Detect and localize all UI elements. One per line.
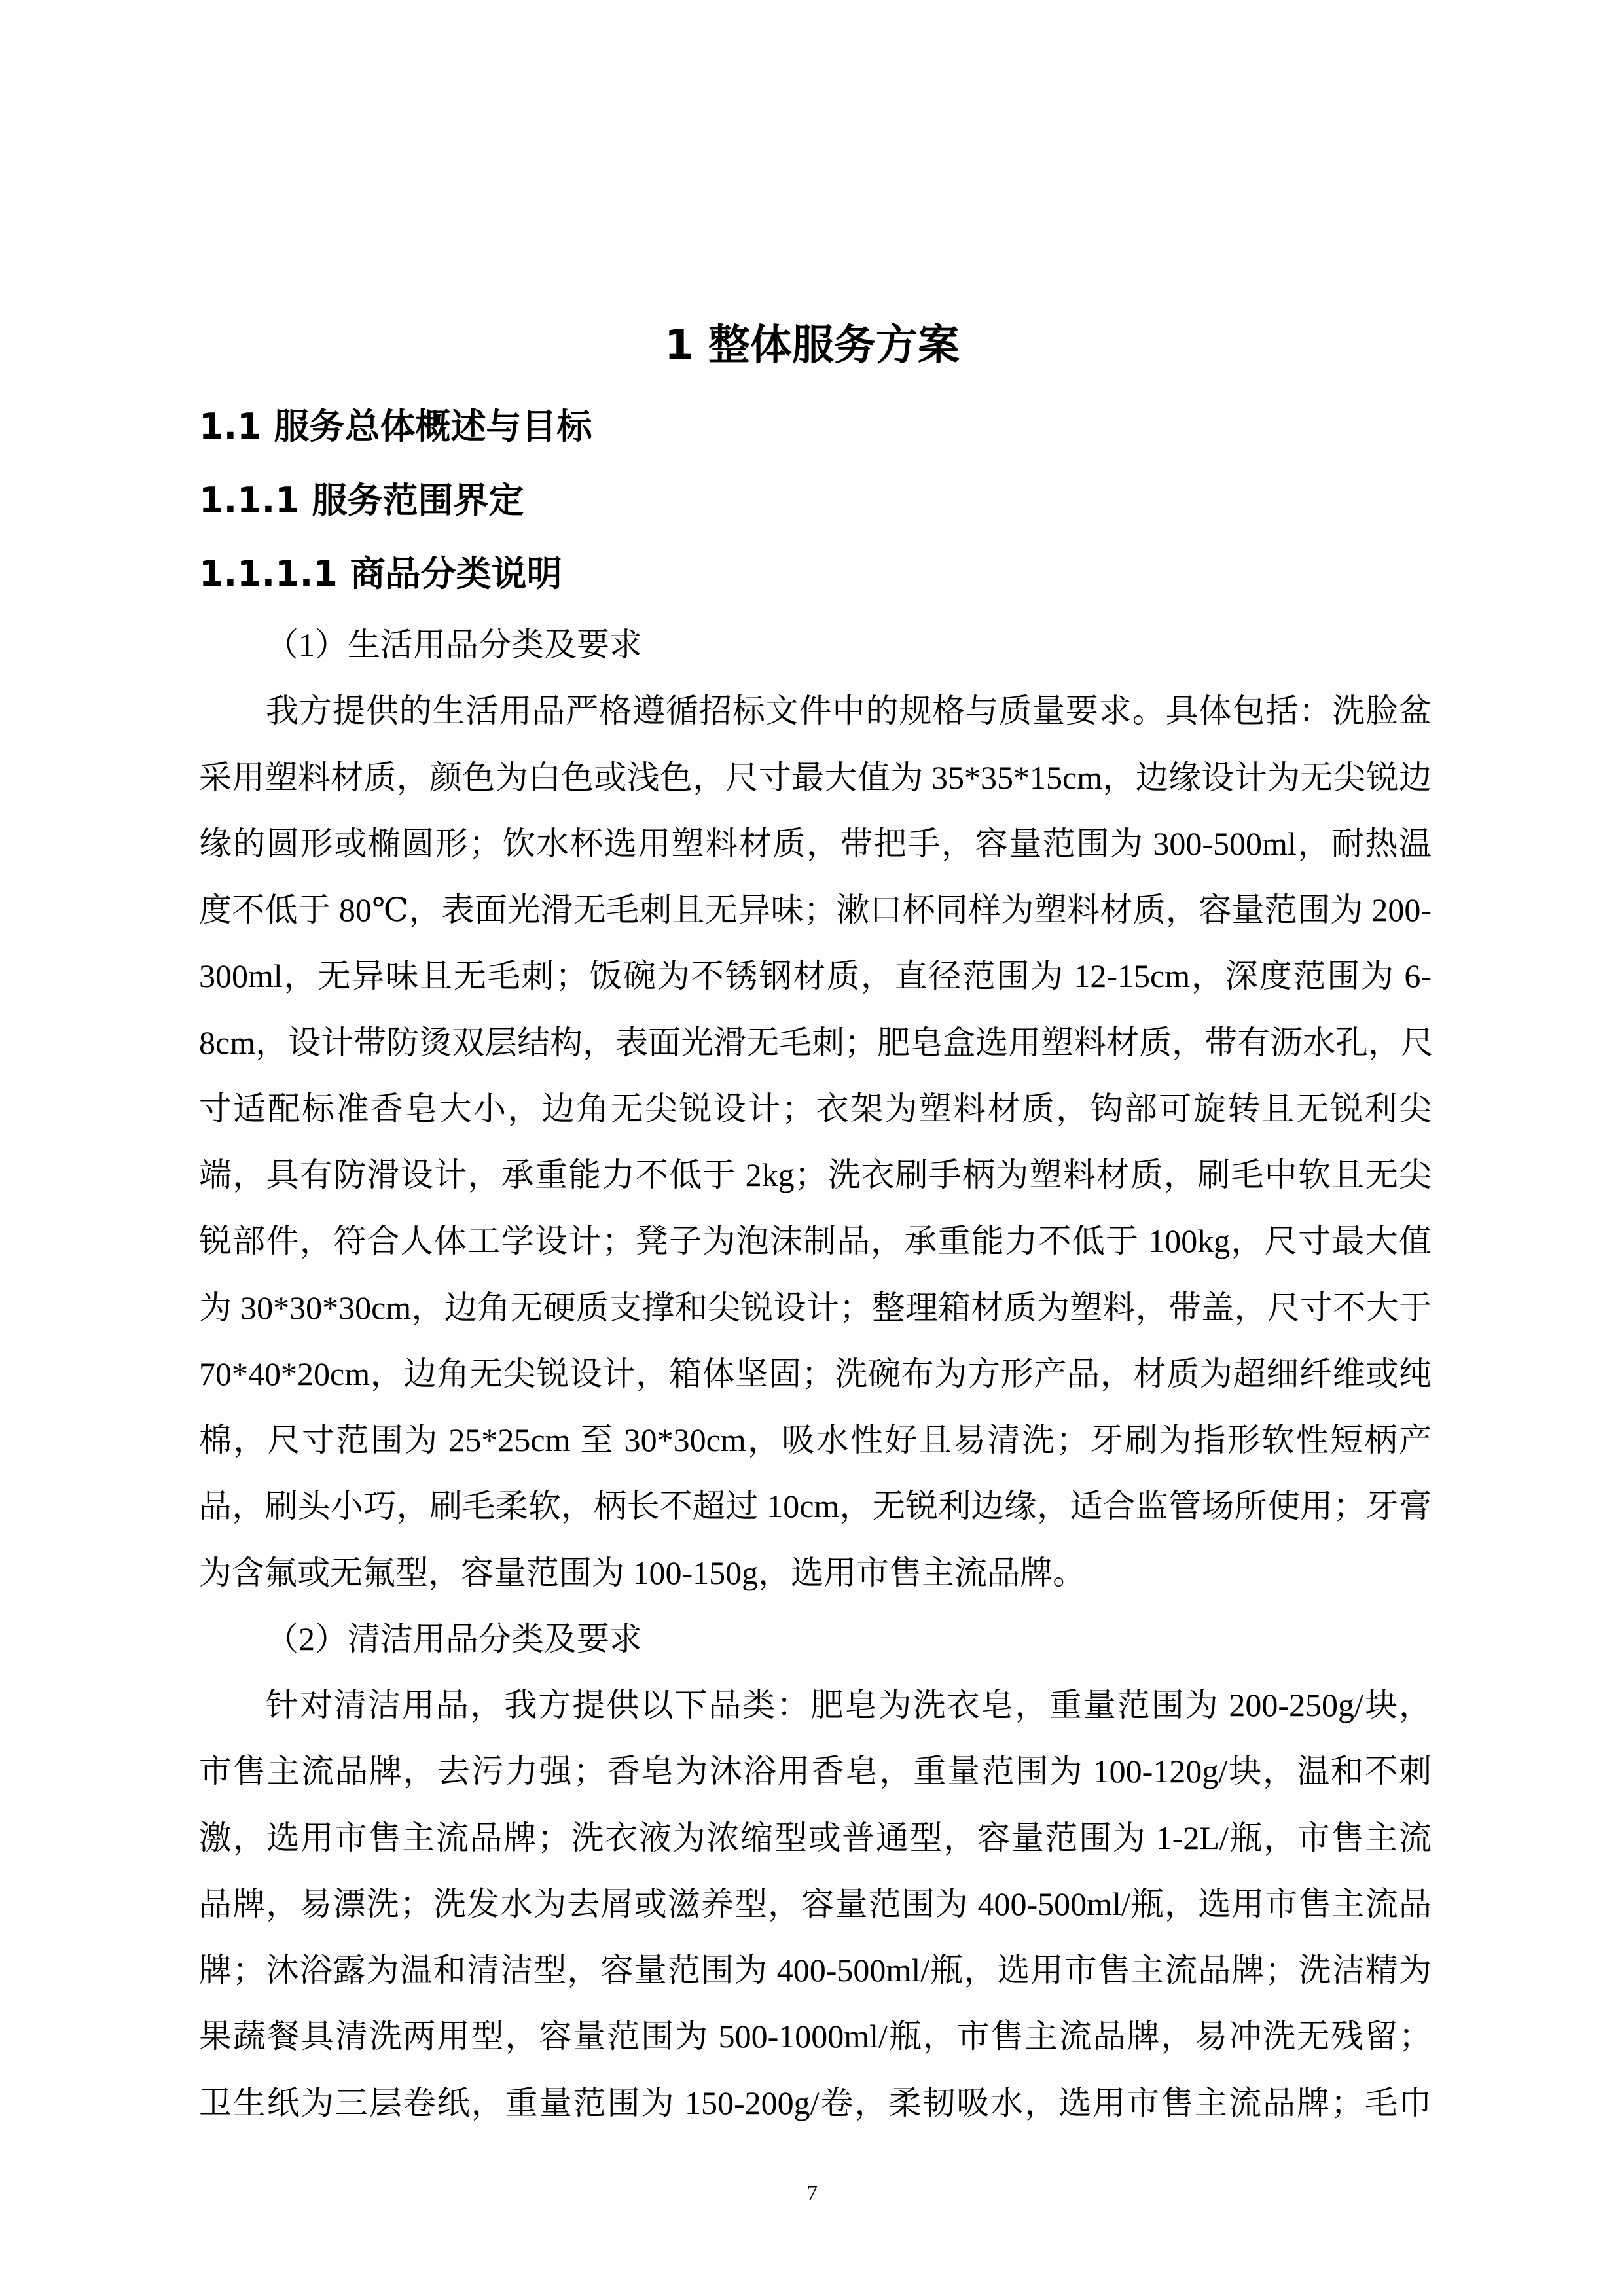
body-text (199, 612, 1432, 2136)
subsection-heading-daily-goods: （1）生活用品分类及要求 (266, 626, 642, 663)
paragraph-daily-goods (199, 678, 1432, 1606)
text-line: 果蔬餐具清洗两用型，容量范围为 500-1000ml/瓶，市售主流品牌，易冲洗无残留； (199, 2018, 1432, 2055)
text-line: 8cm，设计带防烫双层结构，表面光滑无毛刺；肥皂盒选用塑料材质，带有沥水孔，尺 (199, 1024, 1434, 1061)
page-number: 7 (806, 2181, 818, 2206)
section-heading-1-1-1: 1.1.1 服务范围界定 (199, 480, 524, 521)
text-line: 品牌，易漂洗；洗发水为去屑或滋养型，容量范围为 400-500ml/瓶，选用市售主流品 (199, 1885, 1432, 1922)
text-line: 品，刷头小巧，刷毛柔软，柄长不超过 10cm，无锐利边缘，适合监管场所使用；牙膏 (199, 1488, 1432, 1525)
chapter-title: 1 整体服务方案 (664, 321, 960, 370)
text-line: 寸适配标准香皂大小，边角无尖锐设计；衣架为塑料材质，钩部可旋转且无锐利尖 (199, 1090, 1432, 1127)
text-line: 度不低于 80℃，表面光滑无毛刺且无异味；漱口杯同样为塑料材质，容量范围为 200- (199, 891, 1432, 928)
subsection-heading-cleaning-goods: （2）清洁用品分类及要求 (266, 1620, 642, 1657)
text-line: 卫生纸为三层卷纸，重量范围为 150-200g/卷，柔韧吸水，选用市售主流品牌；毛巾 (199, 2084, 1432, 2121)
text-line: 采用塑料材质，颜色为白色或浅色，尺寸最大值为 35*35*15cm，边缘设计为无尖锐边 (199, 759, 1432, 796)
text-line: 牌；沐浴露为温和清洁型，容量范围为 400-500ml/瓶，选用市售主流品牌；洗洁精为 (199, 1952, 1432, 1988)
section-heading-1-1-1-1: 1.1.1.1 商品分类说明 (199, 553, 562, 594)
text-line: 端，具有防滑设计，承重能力不低于 2kg；洗衣刷手柄为塑料材质，刷毛中软且无尖 (199, 1157, 1432, 1193)
text-line: 为含氟或无氟型，容量范围为 100-150g，选用市售主流品牌。 (199, 1554, 1086, 1591)
text-line: 激，选用市售主流品牌；洗衣液为浓缩型或普通型，容量范围为 1-2L/瓶，市售主流 (199, 1819, 1432, 1856)
text-line: 300ml，无异味且无毛刺；饭碗为不锈钢材质，直径范围为 12-15cm，深度范围为 6- (199, 958, 1432, 995)
text-line: 市售主流品牌，去污力强；香皂为沐浴用香皂，重量范围为 100-120g/块，温和不刺 (199, 1753, 1432, 1790)
text-line: 我方提供的生活用品严格遵循招标文件中的规格与质量要求。具体包括：洗脸盆 (266, 692, 1432, 730)
text-line: 针对清洁用品，我方提供以下品类：肥皂为洗衣皂，重量范围为 200-250g/块， (266, 1687, 1432, 1723)
text-line: 70*40*20cm，边角无尖锐设计，箱体坚固；洗碗布为方形产品，材质为超细纤维或纯 (199, 1355, 1432, 1392)
section-heading-1-1: 1.1 服务总体概述与目标 (199, 406, 592, 447)
text-line: 锐部件，符合人体工学设计；凳子为泡沫制品，承重能力不低于 100kg，尺寸最大值 (199, 1223, 1432, 1260)
text-line: 棉，尺寸范围为 25*25cm 至 30*30cm，吸水性好且易清洗；牙刷为指形软性短柄产 (199, 1422, 1432, 1458)
paragraph-cleaning-goods (199, 1672, 1432, 2136)
text-line: 为 30*30*30cm，边角无硬质支撑和尖锐设计；整理箱材质为塑料，带盖，尺寸不大于 (199, 1289, 1432, 1326)
text-line: 缘的圆形或椭圆形；饮水杯选用塑料材质，带把手，容量范围为 300-500ml，耐热温 (199, 825, 1432, 862)
